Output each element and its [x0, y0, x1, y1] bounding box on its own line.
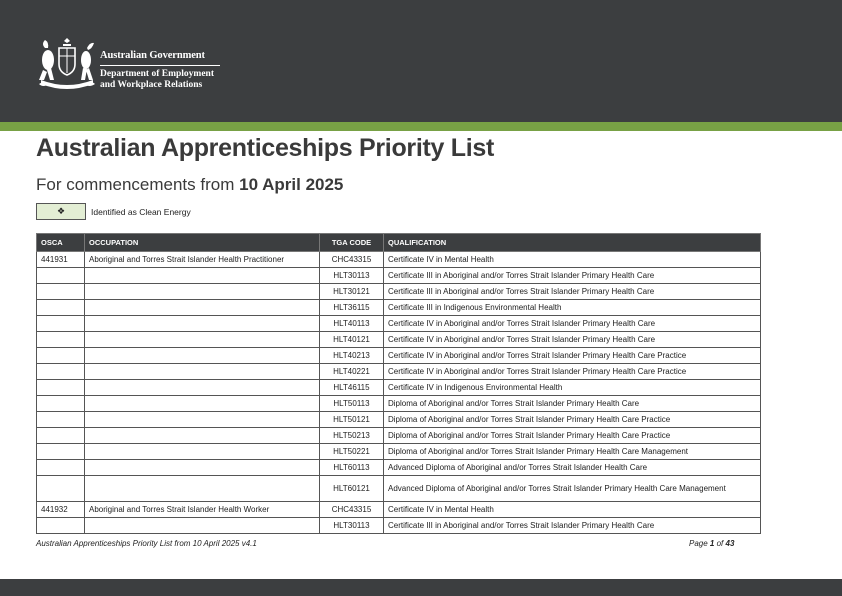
table-row	[37, 284, 761, 300]
occupation-cell	[85, 332, 320, 348]
occupation-cell	[85, 518, 320, 534]
qualification-cell: Diploma of Aboriginal and/or Torres Strait Islander Primary Health Care Practice	[384, 428, 761, 444]
page-total: 43	[725, 539, 735, 548]
tga-code-cell: HLT40121	[320, 332, 384, 348]
table-row	[37, 332, 761, 348]
tga-code-cell: HLT36115	[320, 300, 384, 316]
table-row	[37, 364, 761, 380]
page-subtitle	[36, 175, 343, 195]
occupation-cell	[85, 380, 320, 396]
subtitle-prefix: For commencements from	[36, 175, 235, 194]
tga-code-cell: HLT60113	[320, 460, 384, 476]
department-name-line-2: and Workplace Relations	[100, 80, 203, 90]
table-body	[37, 252, 761, 534]
occupation-cell	[85, 364, 320, 380]
tga-code-cell: HLT50113	[320, 396, 384, 412]
occupation-cell: Aboriginal and Torres Strait Islander Health Practitioner	[85, 252, 320, 268]
column-header-osca: OSCA	[37, 234, 85, 252]
occupation-cell	[85, 300, 320, 316]
qualification-cell: Certificate IV in Mental Health	[384, 252, 761, 268]
occupation-cell: Aboriginal and Torres Strait Islander Health Worker	[85, 502, 320, 518]
qualification-cell: Certificate IV in Aboriginal and/or Torres Strait Islander Primary Health Care	[384, 316, 761, 332]
osca-cell	[37, 300, 85, 316]
table-row	[37, 476, 761, 502]
occupation-cell	[85, 444, 320, 460]
tga-code-cell: CHC43315	[320, 502, 384, 518]
qualification-cell: Certificate IV in Indigenous Environmental Health	[384, 380, 761, 396]
tga-code-cell: HLT50221	[320, 444, 384, 460]
osca-cell: 441931	[37, 252, 85, 268]
table-row	[37, 348, 761, 364]
column-header-occupation: OCCUPATION	[85, 234, 320, 252]
accent-band	[0, 122, 842, 131]
occupation-cell	[85, 268, 320, 284]
government-name: Australian Government	[100, 50, 205, 61]
table-row	[37, 268, 761, 284]
tga-code-cell: HLT40221	[320, 364, 384, 380]
qualification-cell: Diploma of Aboriginal and/or Torres Strait Islander Primary Health Care Management	[384, 444, 761, 460]
tga-code-cell: HLT30113	[320, 268, 384, 284]
tga-code-cell: CHC43315	[320, 252, 384, 268]
page-number	[689, 539, 734, 548]
page-current: 1	[709, 539, 715, 548]
department-name-line-1: Department of Employment	[100, 69, 214, 79]
table-row	[37, 460, 761, 476]
osca-cell	[37, 476, 85, 502]
clean-energy-legend-label: Identified as Clean Energy	[91, 207, 191, 217]
coat-of-arms-icon	[37, 38, 97, 94]
page-of: of	[716, 539, 724, 548]
qualification-cell: Diploma of Aboriginal and/or Torres Strait Islander Primary Health Care Practice	[384, 412, 761, 428]
osca-cell	[37, 396, 85, 412]
qualification-cell: Certificate IV in Mental Health	[384, 502, 761, 518]
logo-divider	[100, 65, 220, 66]
osca-cell	[37, 348, 85, 364]
osca-cell	[37, 268, 85, 284]
qualification-cell: Certificate IV in Aboriginal and/or Torres Strait Islander Primary Health Care Practice	[384, 364, 761, 380]
qualification-cell: Certificate III in Aboriginal and/or Torres Strait Islander Primary Health Care	[384, 284, 761, 300]
clean-energy-legend-swatch	[36, 203, 86, 220]
tga-code-cell: HLT40113	[320, 316, 384, 332]
qualification-cell: Certificate III in Aboriginal and/or Torres Strait Islander Primary Health Care	[384, 268, 761, 284]
table-row	[37, 428, 761, 444]
tga-code-cell: HLT30113	[320, 518, 384, 534]
table-row	[37, 412, 761, 428]
table-row	[37, 444, 761, 460]
table-row	[37, 252, 761, 268]
osca-cell	[37, 428, 85, 444]
osca-cell	[37, 460, 85, 476]
tga-code-cell: HLT46115	[320, 380, 384, 396]
tga-code-cell: HLT30121	[320, 284, 384, 300]
qualification-cell: Certificate III in Aboriginal and/or Torres Strait Islander Primary Health Care	[384, 518, 761, 534]
page-prefix: Page	[689, 539, 708, 548]
osca-cell	[37, 284, 85, 300]
osca-cell: 441932	[37, 502, 85, 518]
subtitle-date: 10 April 2025	[239, 175, 344, 194]
priority-list-table	[36, 233, 761, 534]
table-row	[37, 300, 761, 316]
occupation-cell	[85, 316, 320, 332]
osca-cell	[37, 364, 85, 380]
table-header-row	[37, 234, 761, 252]
osca-cell	[37, 332, 85, 348]
qualification-cell: Advanced Diploma of Aboriginal and/or Torres Strait Islander Primary Health Care Management	[384, 476, 761, 502]
qualification-cell: Certificate IV in Aboriginal and/or Torres Strait Islander Primary Health Care Practice	[384, 348, 761, 364]
government-logo	[37, 38, 237, 94]
osca-cell	[37, 518, 85, 534]
table-row	[37, 518, 761, 534]
qualification-cell: Certificate IV in Aboriginal and/or Torres Strait Islander Primary Health Care	[384, 332, 761, 348]
occupation-cell	[85, 412, 320, 428]
occupation-cell	[85, 396, 320, 412]
occupation-cell	[85, 476, 320, 502]
qualification-cell: Certificate III in Indigenous Environmental Health	[384, 300, 761, 316]
page-header	[0, 0, 842, 122]
occupation-cell	[85, 428, 320, 444]
footer-band	[0, 579, 842, 596]
column-header-qualification: QUALIFICATION	[384, 234, 761, 252]
occupation-cell	[85, 348, 320, 364]
document-version-footer: Australian Apprenticeships Priority List from 10 April 2025 v4.1	[36, 539, 257, 548]
tga-code-cell: HLT40213	[320, 348, 384, 364]
table-row	[37, 380, 761, 396]
page-title: Australian Apprenticeships Priority List	[36, 134, 495, 162]
tga-code-cell: HLT50213	[320, 428, 384, 444]
column-header-tga-code: TGA CODE	[320, 234, 384, 252]
occupation-cell	[85, 460, 320, 476]
qualification-cell: Advanced Diploma of Aboriginal and/or Torres Strait Islander Health Care	[384, 460, 761, 476]
table-row	[37, 396, 761, 412]
osca-cell	[37, 412, 85, 428]
osca-cell	[37, 380, 85, 396]
occupation-cell	[85, 284, 320, 300]
osca-cell	[37, 316, 85, 332]
osca-cell	[37, 444, 85, 460]
clean-energy-icon: ❖	[56, 206, 66, 216]
tga-code-cell: HLT60121	[320, 476, 384, 502]
table-row	[37, 316, 761, 332]
qualification-cell: Diploma of Aboriginal and/or Torres Strait Islander Primary Health Care	[384, 396, 761, 412]
tga-code-cell: HLT50121	[320, 412, 384, 428]
table-row	[37, 502, 761, 518]
